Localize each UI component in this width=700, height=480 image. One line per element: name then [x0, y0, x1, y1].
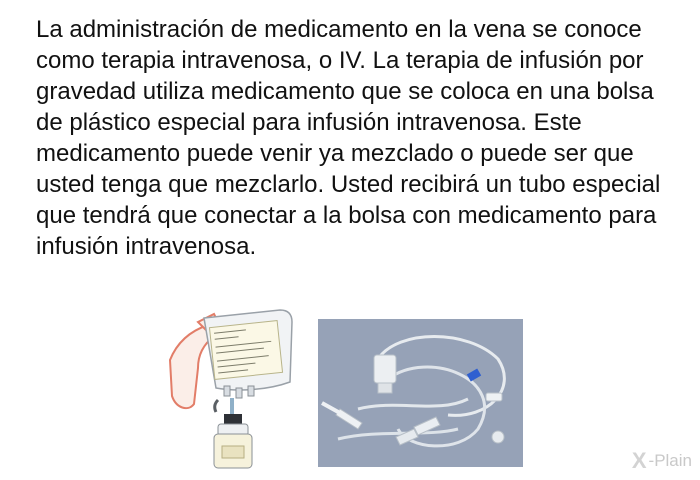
xplain-logo-icon: X	[631, 448, 647, 473]
xplain-logo-text: -Plain	[648, 451, 692, 470]
xplain-logo	[632, 448, 692, 474]
body-paragraph: La administración de medicamento en la vena se conoce como terapia intravenosa, o IV. La terapia de infusión por gravedad utiliza medicamento que se coloca en una bolsa de plástico especial para infusión intravenosa. Este medicamento puede venir ya mezclado o puede ser que usted tenga que mezclarlo. Usted recibirá un tubo especial que tendrá que conectar a la bolsa con medicamento para infusión intravenosa.	[36, 16, 661, 260]
iv-bag-illustration	[168, 300, 303, 470]
iv-bag-with-vial-icon	[168, 300, 303, 470]
iv-tubing-photo	[318, 319, 523, 467]
iv-tubing-icon	[318, 319, 523, 467]
